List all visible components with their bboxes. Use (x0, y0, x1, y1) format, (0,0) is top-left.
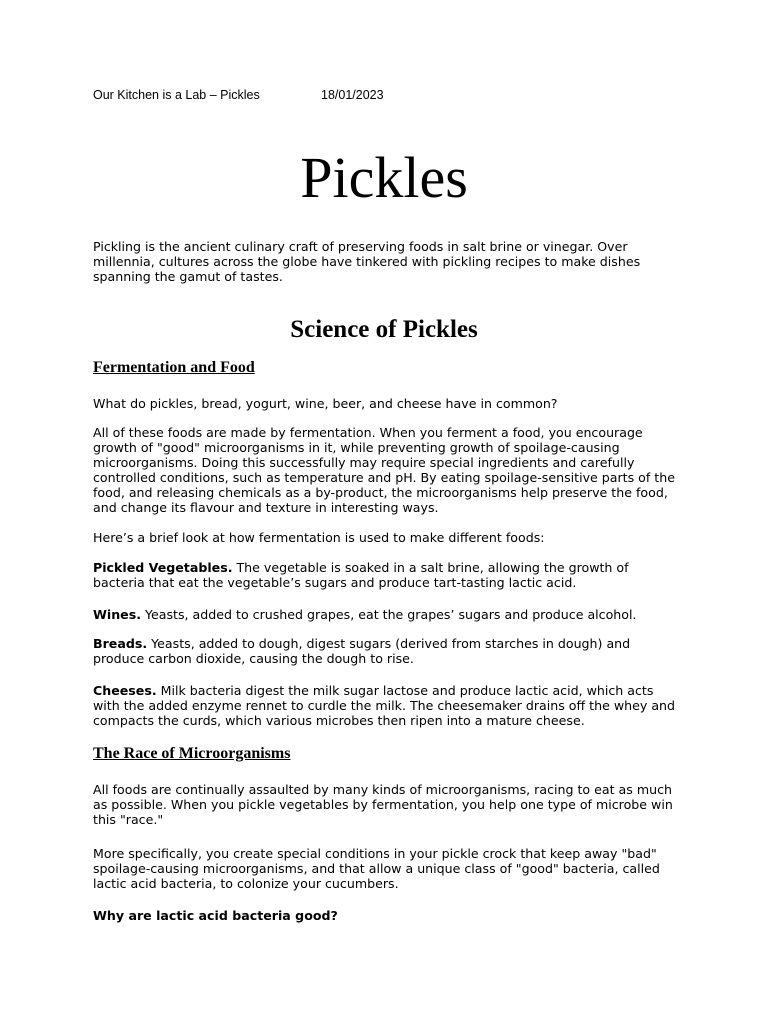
race-heading: The Race of Microorganisms (93, 745, 291, 762)
item-term: Pickled Vegetables. (93, 560, 233, 575)
item-text: Milk bacteria digest the milk sugar lactose and produce lactic acid, which acts with the added enzyme rennet to curdle the milk. The cheesemaker drains off the whey and compacts the curds, which various microbes then ripen into a mature cheese. (93, 683, 676, 728)
race-paragraph-1: All foods are continually assaulted by many kinds of microorganisms, racing to eat as much as possible. When you pickle vegetables by fermentation, you help one type of microbe win this "race." (93, 782, 673, 827)
race-question-text: Why are lactic acid bacteria good? (93, 908, 338, 923)
race-paragraph-2: More specifically, you create special conditions in your pickle crock that keep away "bad" spoilage-causing microorganisms, and that allow a unique class of "good" bacteria, called lactic acid bacteria, to colonize your cucumbers. (93, 846, 660, 891)
intro-paragraph: Pickling is the ancient culinary craft of preserving foods in salt brine or vinegar. Over millennia, cultures across the globe have tinkered with pickling recipes to make dishes spanning the gamut of tastes. (93, 239, 641, 284)
list-item-cheeses (93, 683, 683, 728)
item-term: Breads. (93, 636, 148, 651)
item-term: Wines. (93, 607, 141, 622)
item-text: The vegetable is soaked in a salt brine, allowing the growth of bacteria that eat the vegetable’s sugars and produce tart-tasting lactic acid. (93, 560, 629, 590)
fermentation-paragraph: All of these foods are made by fermentation. When you ferment a food, you encourage growth of "good" microorganisms in it, while preventing growth of spoilage-causing microorganisms. Doing this successfully may require special ingredients and carefully controlled conditions, such as temperature and pH. By eating spoilage-sensitive parts of the food, and releasing chemicals as a by-product, the microorganisms help preserve the food, and change its flavour and texture in interesting ways. (93, 425, 675, 515)
fermentation-lead: Here’s a brief look at how fermentation is used to make different foods: (93, 530, 545, 545)
list-item-wines (93, 607, 683, 622)
page-header (93, 88, 384, 102)
fermentation-heading: Fermentation and Food (93, 359, 255, 376)
header-date: 18/01/2023 (321, 88, 384, 102)
list-item-breads (93, 636, 683, 666)
header-title: Our Kitchen is a Lab – Pickles (93, 88, 260, 102)
list-item-pickled-vegetables (93, 560, 683, 590)
page-title: Pickles (300, 145, 468, 210)
section-heading: Science of Pickles (290, 316, 478, 343)
item-term: Cheeses. (93, 683, 157, 698)
race-question (93, 908, 683, 923)
fermentation-question: What do pickles, bread, yogurt, wine, beer, and cheese have in common? (93, 396, 558, 411)
item-text: Yeasts, added to crushed grapes, eat the grapes’ sugars and produce alcohol. (141, 607, 637, 622)
item-text: Yeasts, added to dough, digest sugars (derived from starches in dough) and produce carbon dioxide, causing the dough to rise. (93, 636, 631, 666)
